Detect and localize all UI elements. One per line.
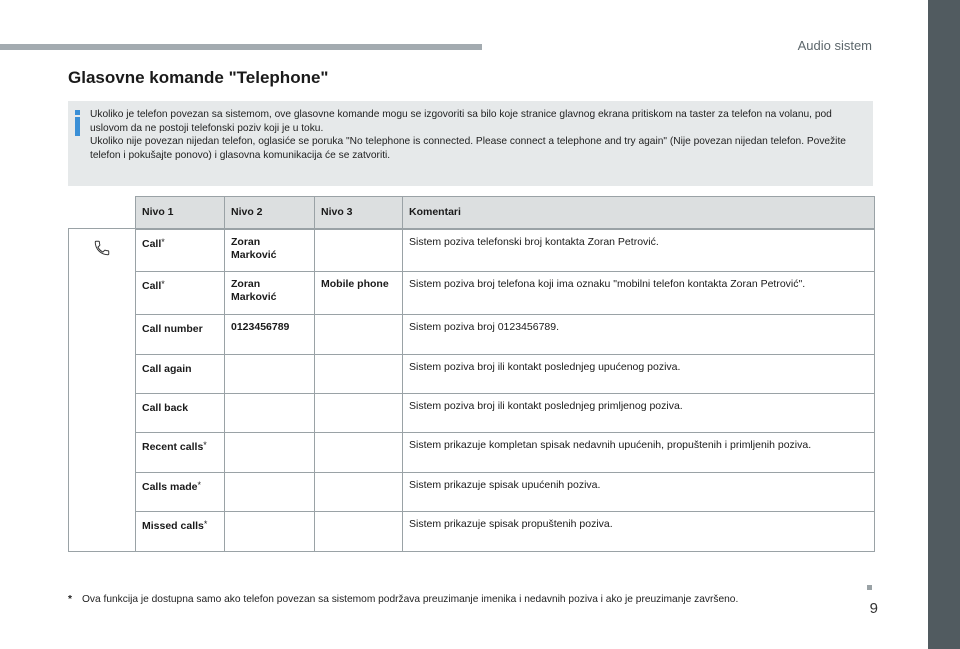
table-row (69, 272, 875, 315)
level1-cell: Call back (136, 394, 225, 433)
table-row (69, 354, 875, 393)
phone-icon-cell (69, 229, 136, 552)
table-row (69, 315, 875, 354)
level3-cell (315, 472, 403, 511)
level3-cell (315, 315, 403, 354)
info-paragraph-1: Ukoliko je telefon povezan sa sistemom, ove glasovne komande mogu se izgovoriti sa bilo koje stranice glavnog ekrana pritiskom na taster za telefon na volanu, pod uslovom da ne postoji telefonski poziv koji je u toku. (90, 109, 832, 134)
table-row (69, 512, 875, 552)
header-level-2: Nivo 2 (225, 197, 315, 229)
header-level-3: Nivo 3 (315, 197, 403, 229)
voice-command-table (68, 196, 875, 552)
level1-cell: Call* (136, 272, 225, 315)
comment-cell: Sistem poziva broj ili kontakt poslednjeg primljenog poziva. (403, 394, 875, 433)
table-row (69, 433, 875, 472)
level1-cell: Call* (136, 229, 225, 272)
level2-cell (225, 394, 315, 433)
level3-cell (315, 394, 403, 433)
level3-cell (315, 433, 403, 472)
comment-cell: Sistem prikazuje spisak propuštenih poziva. (403, 512, 875, 552)
level1-cell: Recent calls* (136, 433, 225, 472)
page-marker (867, 585, 872, 590)
table-row (69, 472, 875, 511)
section-header: Audio sistem (797, 38, 872, 53)
level2-cell: Zoran Marković (225, 229, 315, 272)
phone-handset-icon (93, 248, 111, 260)
level2-cell (225, 354, 315, 393)
header-comments: Komentari (403, 197, 875, 229)
level1-cell: Call again (136, 354, 225, 393)
page-number: 9 (869, 600, 878, 617)
comment-cell: Sistem prikazuje kompletan spisak nedavnih upućenih, propuštenih i primljenih poziva. (403, 433, 875, 472)
level3-cell: Mobile phone (315, 272, 403, 315)
level2-cell (225, 472, 315, 511)
level1-cell: Missed calls* (136, 512, 225, 552)
header-blank-cell (69, 197, 136, 229)
comment-cell: Sistem prikazuje spisak upućenih poziva. (403, 472, 875, 511)
footnote-text: Ova funkcija je dostupna samo ako telefon povezan sa sistemom podržava preuzimanje imenika i nedavnih poziva i ako je preuzimanje završeno. (81, 594, 739, 605)
info-paragraph-2: Ukoliko nije povezan nijedan telefon, oglasiće se poruka "No telephone is connected. Please connect a telephone and try again" (Nije povezan nijedan telefon. Povežite telefon i pokušajte ponovo) i glasovna komunikacija će se zatvoriti. (90, 136, 846, 161)
page-title: Glasovne komande "Telephone" (68, 68, 329, 87)
comment-cell: Sistem poziva telefonski broj kontakta Zoran Petrović. (403, 229, 875, 272)
level2-cell (225, 512, 315, 552)
comment-cell: Sistem poziva broj ili kontakt poslednjeg upućenog poziva. (403, 354, 875, 393)
comment-cell: Sistem poziva broj telefona koji ima oznaku "mobilni telefon kontakta Zoran Petrović". (403, 272, 875, 315)
comment-cell: Sistem poziva broj 0123456789. (403, 315, 875, 354)
level1-cell: Calls made* (136, 472, 225, 511)
table-row (69, 229, 875, 272)
level3-cell (315, 354, 403, 393)
level1-cell: Call number (136, 315, 225, 354)
top-rule (0, 44, 482, 50)
footnote-mark: * (68, 594, 72, 605)
side-tab-bar (928, 0, 960, 649)
level3-cell (315, 229, 403, 272)
level3-cell (315, 512, 403, 552)
table-header-row (69, 197, 875, 229)
level2-cell: Zoran Marković (225, 272, 315, 315)
level2-cell: 0123456789 (225, 315, 315, 354)
info-box (68, 101, 873, 186)
info-icon (75, 110, 80, 136)
level2-cell (225, 433, 315, 472)
footnote (68, 594, 738, 605)
header-level-1: Nivo 1 (136, 197, 225, 229)
table-row (69, 394, 875, 433)
